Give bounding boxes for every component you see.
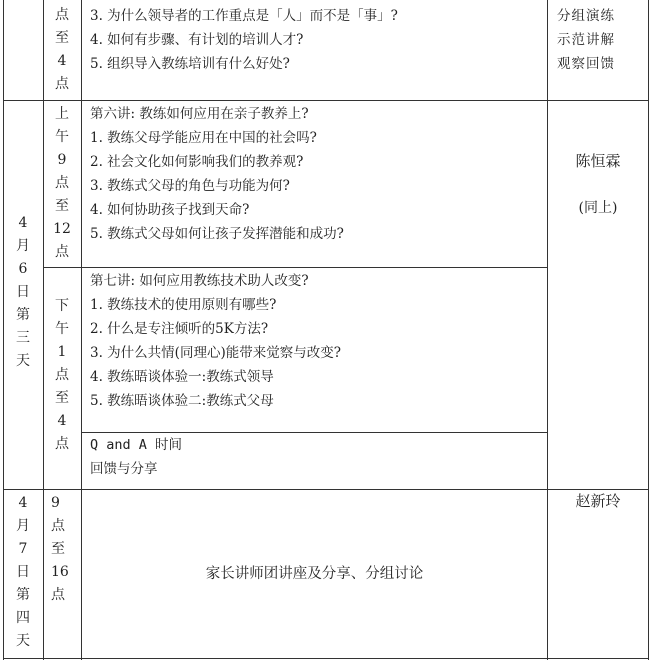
day3-date [3,212,43,373]
day3-qa [90,433,182,481]
column-divider-time-content [81,0,82,660]
day4-content: 家长讲师团讲座及分享、分组讨论 [205,566,424,582]
list-item: 3. 为什么领导者的工作重点是「人」而不是「事」? [90,8,398,24]
day4-time [43,492,81,607]
qa-line: Q and A 时间 [90,437,183,453]
time-char: 1 [57,344,67,360]
date-char: 三 [16,330,30,346]
time-char: 上 [55,106,69,122]
time-char: 4 [57,53,67,69]
time-char: 9 [51,495,60,511]
lecture-title: 第七讲: 如何应用教练技术助人改变? [90,273,309,289]
time-char: 4 [57,413,67,429]
list-item: 1. 教练父母学能应用在中国的社会吗? [90,130,317,146]
list-item: 2. 什么是专注倾听的5K方法? [90,321,269,337]
time-char: 至 [55,198,69,214]
date-char: 天 [16,633,30,649]
time-char: 12 [53,221,71,237]
time-char: 点 [51,587,65,603]
date-char: 天 [16,353,30,369]
date-char: 月 [16,238,30,254]
date-char: 第 [16,587,30,603]
list-item: 2. 社会文化如何影响我们的教养观? [90,154,304,170]
time-char: 下 [55,298,69,314]
date-char: 4 [18,215,28,231]
date-char: 4 [18,495,28,511]
time-char: 点 [55,7,69,23]
table-border-right [648,0,649,660]
time-char: 至 [55,390,69,406]
row1-content [90,4,398,76]
day3-afternoon-content [90,269,341,413]
list-item: 4. 教练晤谈体验一:教练式领导 [90,369,274,385]
time-char: 至 [55,30,69,46]
day4-speaker: 赵新玲 [575,492,621,510]
row-divider-morning-afternoon [43,267,548,268]
time-char: 点 [55,436,69,452]
qa-line: 回馈与分享 [90,461,158,477]
date-char: 四 [16,610,30,626]
time-char: 点 [51,518,65,534]
method-line: 观察回馈 [557,56,615,72]
table-border-bottom [3,658,649,659]
date-char: 第 [16,307,30,323]
list-item: 4. 如何有步骤、有计划的培训人才? [90,32,304,48]
day3-afternoon-time [43,295,81,456]
date-char: 月 [16,518,30,534]
lecture-title: 第六讲: 教练如何应用在亲子教养上? [90,106,309,122]
day4-date [3,492,43,653]
method-line: 分组演练 [557,8,615,24]
method-line: 示范讲解 [557,32,615,48]
time-char: 点 [55,367,69,383]
list-item: 5. 教练晤谈体验二:教练式父母 [90,393,274,409]
time-char: 16 [51,564,69,580]
date-char: 日 [16,564,30,580]
time-char: 点 [55,244,69,260]
time-char: 至 [51,541,65,557]
date-char: 7 [18,541,28,557]
day3-speaker-note: (同上) [578,200,618,216]
list-item: 5. 教练式父母如何让孩子发挥潜能和成功? [90,226,344,242]
time-char: 点 [55,76,69,92]
list-item: 3. 为什么共情(同理心)能带来觉察与改变? [90,345,341,361]
column-divider-content-speaker [547,0,548,660]
list-item: 5. 组织导入教练培训有什么好处? [90,56,290,72]
row-divider-day3 [3,100,649,101]
time-char: 点 [55,175,69,191]
day3-speaker: 陈恒霖 [575,152,621,170]
list-item: 3. 教练式父母的角色与功能为何? [90,178,290,194]
list-item: 4. 如何协助孩子找到天命? [90,202,250,218]
date-char: 日 [16,284,30,300]
date-char: 6 [18,261,28,277]
list-item: 1. 教练技术的使用原则有哪些? [90,297,277,313]
time-char: 午 [55,321,69,337]
row1-method [557,4,615,76]
time-char: 午 [55,129,69,145]
time-char: 9 [57,152,67,168]
day3-morning-time [43,103,81,264]
row1-time [43,4,81,96]
day3-morning-content [90,102,344,246]
